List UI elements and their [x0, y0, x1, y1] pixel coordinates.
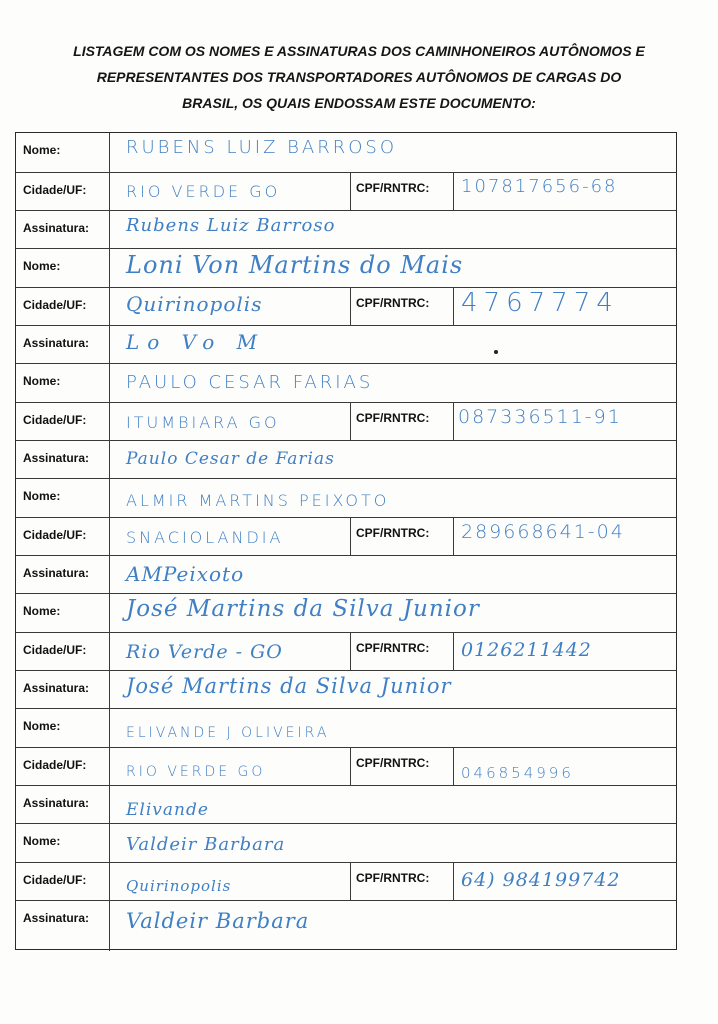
cpf-label: CPF/RNTRC: [350, 288, 454, 325]
name-row-1 [16, 133, 676, 172]
city-row-3 [16, 402, 676, 440]
signature-row-1 [16, 210, 676, 248]
signature-value-7: Valdeir Barbara [126, 909, 310, 933]
ink-dot [494, 350, 498, 354]
cpf-label: CPF/RNTRC: [350, 173, 454, 210]
signature-row-6 [16, 785, 676, 823]
signature-label: Assinatura: [16, 211, 110, 248]
name-row-2 [16, 248, 676, 287]
cpf-label: CPF/RNTRC: [350, 863, 454, 900]
city-value-1: RIO VERDE GO [126, 182, 281, 201]
city-label: Cidade/UF: [16, 403, 110, 440]
cpf-value-6: 046854996 [461, 764, 574, 782]
signature-row-4 [16, 555, 676, 593]
cpf-value-3: 087336511-91 [458, 406, 622, 428]
city-row-6 [16, 747, 676, 785]
name-row-7 [16, 823, 676, 862]
signature-row-7 [16, 900, 676, 951]
signature-value-5: José Martins da Silva Junior [126, 674, 452, 698]
name-label: Nome: [16, 709, 110, 747]
cpf-label: CPF/RNTRC: [350, 748, 454, 785]
signature-label: Assinatura: [16, 786, 110, 823]
name-label: Nome: [16, 364, 110, 402]
signature-label: Assinatura: [16, 556, 110, 593]
signature-label: Assinatura: [16, 326, 110, 363]
city-label: Cidade/UF: [16, 173, 110, 210]
city-row-5 [16, 632, 676, 670]
signature-value-6: Elivande [126, 800, 209, 820]
signature-row-3 [16, 440, 676, 478]
cpf-value-4: 289668641-04 [461, 521, 625, 543]
city-value-5: Rio Verde - GO [126, 641, 283, 663]
city-label: Cidade/UF: [16, 518, 110, 555]
city-row-1 [16, 172, 676, 210]
cpf-value-2: 4767774 [461, 288, 619, 318]
name-label: Nome: [16, 594, 110, 632]
name-value-6: ELIVANDE J OLIVEIRA [126, 725, 330, 741]
name-value-2: Loni Von Martins do Mais [126, 251, 464, 279]
name-row-6 [16, 708, 676, 747]
city-row-7 [16, 862, 676, 900]
city-row-2 [16, 287, 676, 325]
name-row-4 [16, 478, 676, 517]
city-label: Cidade/UF: [16, 748, 110, 785]
signature-value-3: Paulo Cesar de Farias [126, 449, 335, 469]
signature-row-5 [16, 670, 676, 708]
signature-label: Assinatura: [16, 671, 110, 708]
city-value-7: Quirinopolis [126, 877, 232, 895]
signature-label: Assinatura: [16, 901, 110, 951]
city-value-4: SNACIOLANDIA [126, 528, 284, 547]
signature-value-4: AMPeixoto [126, 562, 245, 586]
cpf-label: CPF/RNTRC: [350, 633, 454, 670]
name-value-4: ALMIR MARTINS PEIXOTO [126, 491, 390, 510]
name-label: Nome: [16, 249, 110, 287]
cpf-label: CPF/RNTRC: [350, 403, 454, 440]
cpf-value-5: 0126211442 [461, 639, 592, 661]
city-label: Cidade/UF: [16, 288, 110, 325]
signature-value-2: Lo Vo M [126, 330, 266, 354]
signature-value-1: Rubens Luiz Barroso [126, 215, 336, 236]
document-title [0, 38, 718, 116]
city-value-2: Quirinopolis [126, 292, 263, 316]
title-line-2: REPRESENTANTES DOS TRANSPORTADORES AUTÔNOMOS DE CARGAS DO [96, 69, 622, 85]
name-row-5 [16, 593, 676, 632]
city-value-6: RIO VERDE GO [126, 764, 266, 780]
city-value-3: ITUMBIARA GO [126, 413, 280, 432]
name-value-5: José Martins da Silva Junior [126, 596, 480, 622]
name-label: Nome: [16, 133, 110, 172]
name-row-3 [16, 363, 676, 402]
name-value-1: RUBENS LUIZ BARROSO [126, 137, 397, 158]
city-row-4 [16, 517, 676, 555]
city-label: Cidade/UF: [16, 633, 110, 670]
signature-label: Assinatura: [16, 441, 110, 478]
signature-row-2 [16, 325, 676, 363]
cpf-value-1: 107817656-68 [461, 176, 618, 197]
title-line-3: BRASIL, OS QUAIS ENDOSSAM ESTE DOCUMENTO: [182, 95, 536, 111]
city-label: Cidade/UF: [16, 863, 110, 900]
name-label: Nome: [16, 479, 110, 517]
name-value-7: Valdeir Barbara [126, 834, 286, 855]
cpf-label: CPF/RNTRC: [350, 518, 454, 555]
signature-form [15, 132, 677, 950]
title-line-1: LISTAGEM COM OS NOMES E ASSINATURAS DOS CAMINHONEIROS AUTÔNOMOS E [73, 43, 645, 59]
name-label: Nome: [16, 824, 110, 862]
name-value-3: PAULO CESAR FARIAS [126, 372, 374, 393]
cpf-value-7: 64) 984199742 [461, 869, 621, 891]
